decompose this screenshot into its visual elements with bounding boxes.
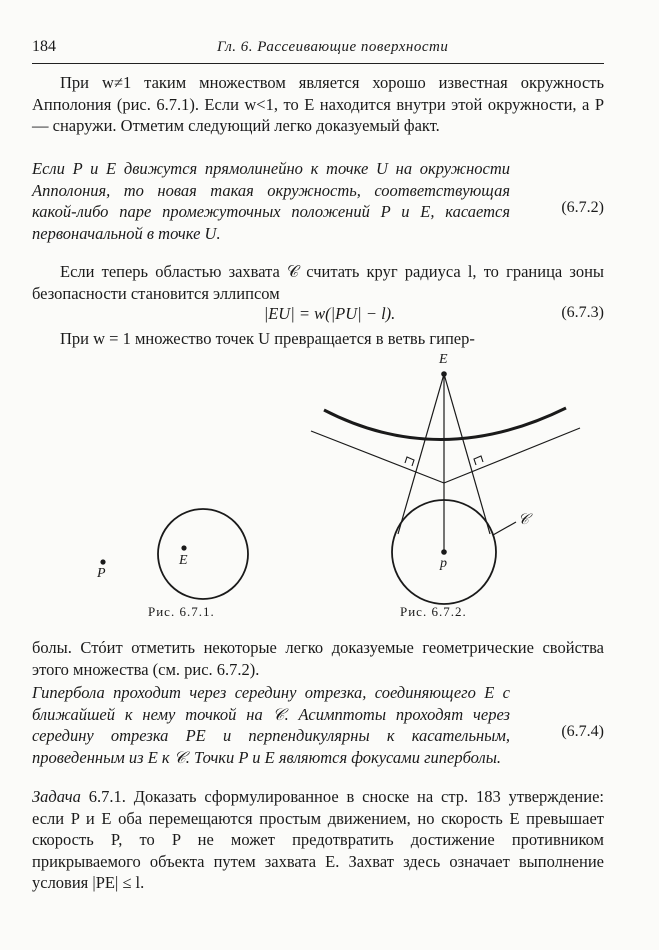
statement-6-7-4: Гипербола проходит через середину отрезка, соединяющего E с ближайшей к нему точкой на 𝒞. Асимптоты проходят через середину отрезка PE и перпендикулярны к касательным, проведенным из E к 𝒞. Точки P и E являются фокусами гиперболы.	[32, 683, 510, 767]
figure-6-7-1	[100, 509, 248, 599]
equation-number-6-7-4: (6.7.4)	[561, 723, 604, 740]
apollonius-circle	[158, 509, 248, 599]
capture-label-leader	[493, 522, 516, 535]
equation-number-6-7-3: (6.7.3)	[561, 304, 604, 321]
paragraph-capture-zone: Если теперь областью захвата 𝒞 считать круг радиуса l, то граница зоны безопасности становится эллипсом	[32, 262, 604, 303]
equation-number-6-7-2: (6.7.2)	[561, 199, 604, 216]
fig1-label-E: E	[179, 553, 188, 568]
point-P-dot	[100, 559, 105, 564]
paragraph-hyperbola-start: При w = 1 множество точек U превращается в ветвь гипер-	[60, 329, 475, 348]
fig1-caption: Рис. 6.7.1.	[148, 604, 215, 619]
task-6-7-1	[32, 786, 604, 894]
paragraph-apollonius: При w≠1 таким множеством является хорошо известная окружность Апполония (рис. 6.7.1). Если w<1, то E находится внутри этой окружности, а P — снаружи. Отметим следующий легко доказуемый факт.	[32, 73, 604, 135]
tangent-right	[444, 374, 490, 534]
right-angle-mark-right	[474, 456, 483, 465]
statement-6-7-2: Если P и E движутся прямолинейно к точке U на окружности Апполония, то новая такая окружность, соответствующая какой-либо паре промежуточных положений P и E, касается первоначальной в точке U.	[32, 159, 510, 243]
fig1-label-P: P	[97, 566, 106, 581]
point-E-dot	[181, 545, 186, 550]
fig2-label-E: E	[439, 352, 448, 367]
fig2-label-C: 𝒞	[518, 512, 529, 528]
asymptote-right	[444, 428, 580, 483]
task-label: Задача	[32, 787, 81, 806]
equation-6-7-3: |EU| = w(|PU| − l).	[263, 304, 396, 323]
tangent-left	[398, 374, 444, 534]
right-angle-mark-left	[405, 457, 414, 466]
paragraph-hyperbola-properties: болы. Стóит отметить некоторые легко доказуемые геометрические свойства этого множества (см. рис. 6.7.2).	[32, 638, 604, 679]
fig2-caption: Рис. 6.7.2.	[400, 604, 467, 619]
running-title: Гл. 6. Рассеивающие поверхности	[217, 39, 449, 55]
hyperbola-branch	[324, 408, 566, 440]
point-P-dot-fig2	[441, 549, 447, 555]
task-text: 6.7.1. Доказать сформулированное в сноске на стр. 183 утверждение: если P и E оба перемещаются простым движением, но скорость E превышает скорость P, то P не может предотвратить достижение противником прикрываемого объекта путем захвата E. Захват здесь означает выполнение условия |PE| ≤ l.	[32, 787, 604, 892]
page-number: 184	[32, 38, 56, 55]
fig2-label-P: p	[440, 556, 447, 571]
point-E-dot-fig2	[441, 371, 447, 377]
